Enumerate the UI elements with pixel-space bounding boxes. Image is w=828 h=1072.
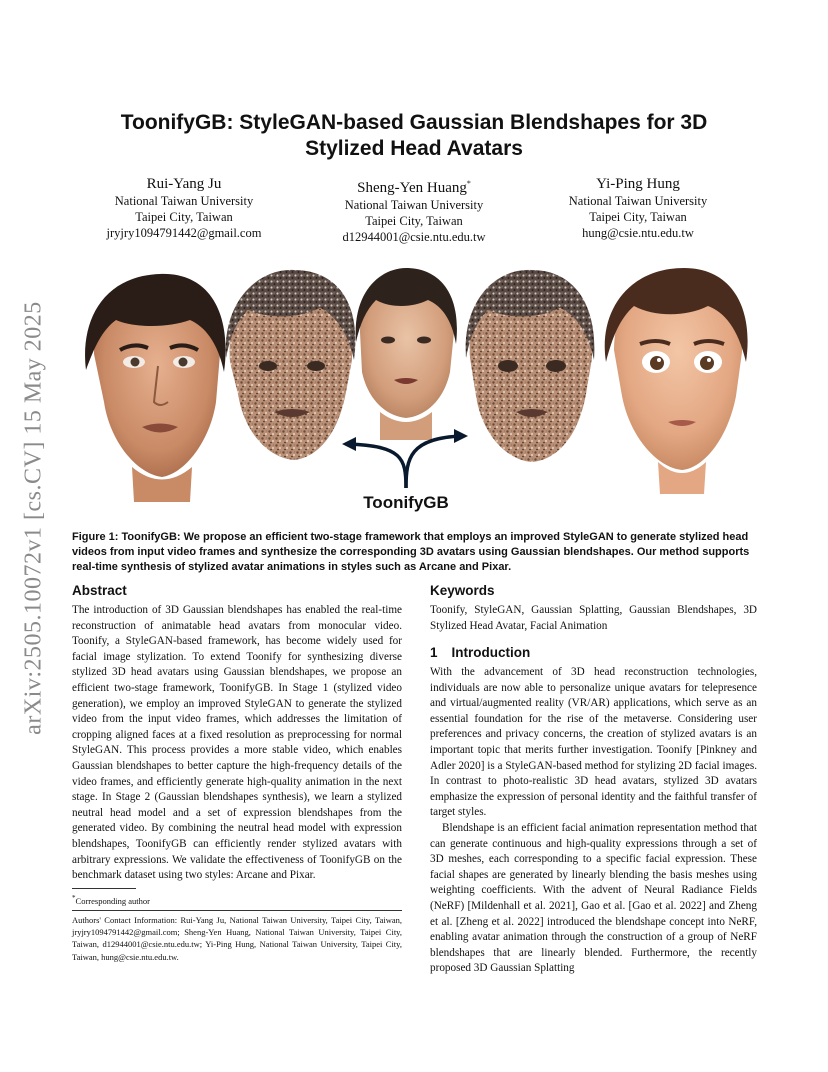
corresponding-mark: *	[466, 179, 471, 188]
author-location: Taipei City, Taiwan	[135, 210, 233, 224]
paper-title-line-2: Stylized Head Avatars	[305, 137, 523, 160]
author-affiliation: National Taiwan University	[114, 194, 254, 208]
gaussian-blendshape-head-2	[466, 270, 595, 462]
teaser-figure-svg	[72, 262, 756, 524]
introduction-text	[430, 665, 757, 977]
introduction-paragraph-1: With the advancement of 3D head reconstruction technologies, individuals are now able to personalize unique avatars for telepresence and virtual/augmented reality (VR/AR) applications, which serve as an essential foundation for the rise of the metaverse. Considering user preferences and privacy concerns, the creation of stylized avatars is an important topic that merits further investigation. Toonify [Pinkney and Adler 2020] is a StyleGAN-based method for stylizing 2D facial images. In contrast to photo-realistic 3D head avatars, stylized 3D avatars emphasize the expression of personal identity and the faithful transfer of target styles.	[430, 666, 757, 819]
paper-title	[70, 110, 758, 162]
teaser-figure	[72, 262, 756, 524]
contact-rule	[72, 910, 402, 911]
abstract-paragraph: The introduction of 3D Gaussian blendshapes has enabled the real-time reconstruction of animatable head avatars from monocular video. Toonify, a StyleGAN-based framework, has become widely used for facial image stylization. To extend Toonify for synthesizing diverse stylized 3D head avatars using Gaussian blendshapes, we propose an efficient two-stage framework, ToonifyGB. In Stage 1 (stylized video generation), we employ an improved StyleGAN to generate the stylized video from the input video frames, which addresses the limitation of cropping aligned faces at a fixed resolution as preprocessing for normal StyleGAN. This process provides a more stable video, which enables Gaussian blendshapes to better capture the high-frequency details of the video frames, and efficiently generate high-quality animation in the next stage. In Stage 2 (Gaussian blendshapes synthesis), we learn a stylized neutral head model and a set of expression blendshapes from the generated video. By combining the neutral head model with expression blendshapes, ToonifyGB can efficiently render stylized avatars with arbitrary expressions. We validate the effectiveness of ToonifyGB on the benchmark dataset using two styles: Arcane and Pixar.	[72, 604, 402, 882]
author-block-1	[64, 175, 304, 241]
author-location: Taipei City, Taiwan	[365, 214, 463, 228]
keywords-text	[430, 603, 757, 634]
arxiv-side-identifier	[14, 278, 54, 758]
author-location: Taipei City, Taiwan	[589, 210, 687, 224]
gaussian-blendshape-head-1	[226, 270, 356, 460]
author-email[interactable]: d12944001@csie.ntu.edu.tw	[342, 230, 486, 244]
footnote-rule	[72, 888, 136, 889]
toonifygb-label: ToonifyGB	[363, 493, 449, 512]
introduction-paragraph-2: Blendshape is an efficient facial animation representation method that can generate continuous and high-quality expressions through a set of 3D meshes, each corresponding to a specific facial expression. These facial shapes are generated by linearly blending the basis meshes using weighting coefficients. With the advent of Neural Radiance Fields (NeRF) [Mildenhall et al. 2021], Gao et al. [Gao et al. 2022] and Zheng et al. [Zheng et al. 2022] introduced the blendshape concept into NeRF, enabling avatar animation through the construction of a group of NeRF blendshapes that are linearly blended. Furthermore, the recently proposed 3D Gaussian Splatting	[430, 821, 757, 975]
author-affiliation: National Taiwan University	[568, 194, 708, 208]
footnote	[72, 893, 402, 907]
arxiv-id-text: arXiv:2505.10072v1 [cs.CV] 15 May 2025	[20, 301, 47, 735]
figure-caption: Figure 1: ToonifyGB: We propose an efficient two-stage framework that employs an improved StyleGAN to generate stylized head videos from input video frames and synthesize the corresponding 3D avatars using Gaussian blendshapes. Our method supports real-time synthesis of stylized avatar animations in styles such as Arcane and Pixar.	[72, 531, 750, 573]
keywords-heading: Keywords	[430, 583, 495, 598]
author-email[interactable]: hung@csie.ntu.edu.tw	[582, 226, 694, 240]
author-name: Sheng-Yen Huang	[357, 180, 467, 196]
paper-title-line-1: ToonifyGB: StyleGAN-based Gaussian Blendshapes for 3D	[120, 111, 708, 134]
abstract-text	[72, 603, 402, 884]
section-title: Introduction	[451, 645, 531, 660]
arcane-style-head-image	[85, 274, 226, 502]
section-number: 1	[430, 645, 438, 660]
author-affiliation: National Taiwan University	[344, 198, 484, 212]
abstract-heading: Abstract	[72, 583, 127, 598]
input-video-frame-image	[356, 268, 457, 440]
author-name: Yi-Ping Hung	[596, 176, 680, 192]
author-name: Rui-Yang Ju	[146, 176, 222, 192]
pixar-style-head-image	[605, 268, 748, 494]
author-contact-information: Authors' Contact Information: Rui-Yang Ju, National Taiwan University, Taipei City, Taiwan, jryjry1094791442@gmail.com; Sheng-Yen Huang, National Taiwan University, Taipei City, Taiwan, d12944001@csie.ntu.edu.tw; Yi-Ping Hung, National Taiwan University, Taipei City, Taiwan, hung@csie.ntu.edu.tw.	[72, 915, 402, 962]
introduction-heading	[430, 645, 530, 660]
footnote-text: Corresponding author	[75, 895, 150, 906]
author-email[interactable]: jryjry1094791442@gmail.com	[106, 226, 262, 240]
author-block-3	[518, 175, 758, 241]
author-block-2	[294, 175, 534, 245]
footnote-mark: *	[72, 894, 76, 902]
keywords-list: Toonify, StyleGAN, Gaussian Splatting, Gaussian Blendshapes, 3D Stylized Head Avatar, Facial Animation	[430, 604, 757, 632]
